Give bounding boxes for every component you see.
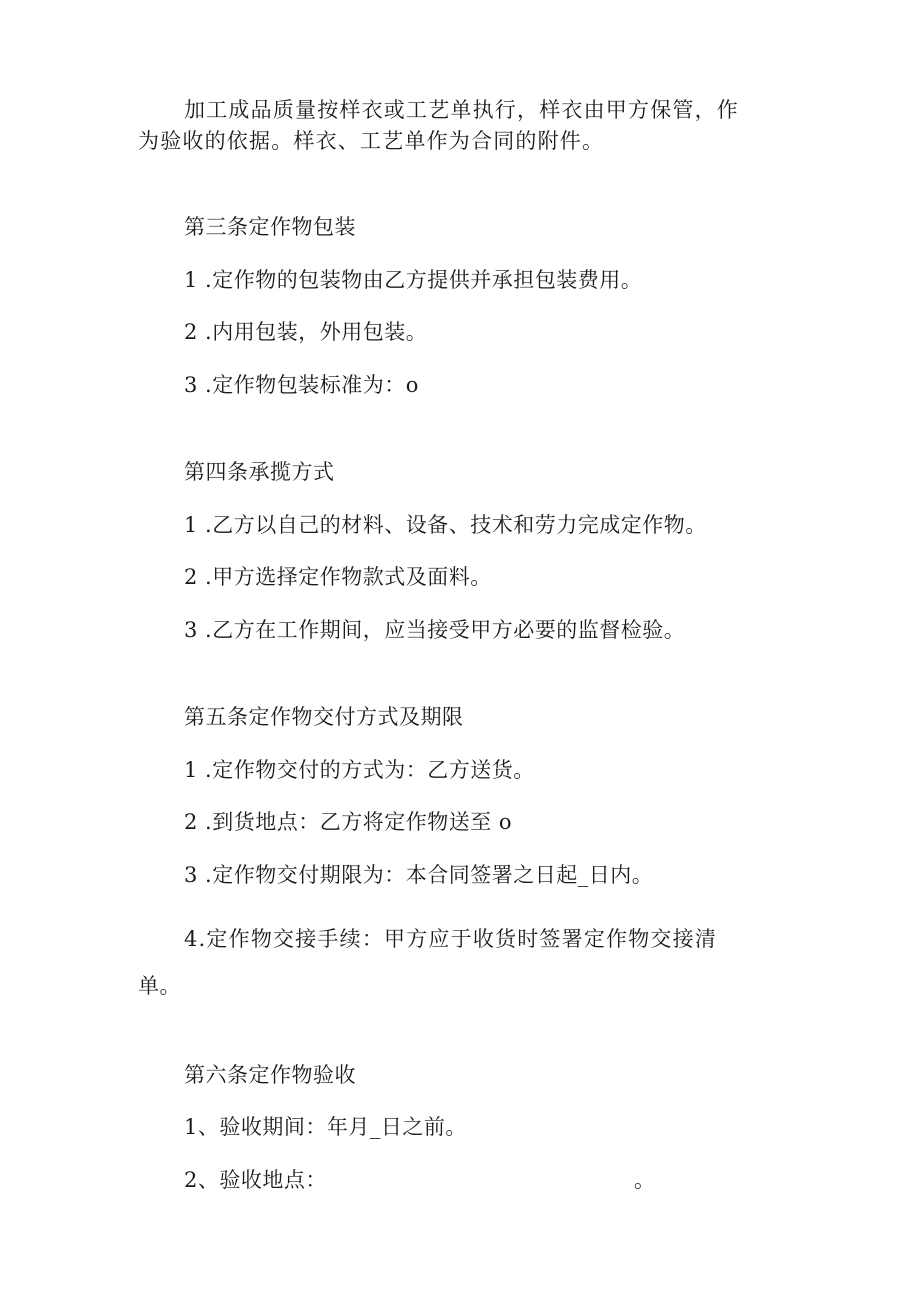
article-3-title: 第三条定作物包装: [184, 215, 356, 239]
article-4-item-1: 1 .乙方以自己的材料、设备、技术和劳力完成定作物。: [184, 513, 707, 537]
intro-line-2: 为验收的依据。样衣、工艺单作为合同的附件。: [138, 129, 605, 153]
article-5-item-4-line-2: 单。: [138, 974, 181, 998]
article-3-item-1: 1 .定作物的包装物由乙方提供并承担包装费用。: [184, 268, 643, 292]
article-4-item-2: 2 .甲方选择定作物款式及面料。: [184, 565, 492, 589]
article-6-title: 第六条定作物验收: [184, 1063, 356, 1087]
article-3-item-2: 2 .内用包装，外用包装。: [184, 320, 428, 344]
article-5-item-1: 1 .定作物交付的方式为：乙方送货。: [184, 758, 535, 782]
article-4-title: 第四条承揽方式: [184, 460, 335, 484]
article-3-item-3: 3 .定作物包装标准为：o: [184, 373, 419, 397]
article-5-item-2: 2 .到货地点：乙方将定作物送至 o: [184, 810, 513, 834]
article-5-item-4-line-1: 4.定作物交接手续：甲方应于收货时签署定作物交接清: [184, 927, 718, 951]
article-5-title: 第五条定作物交付方式及期限: [184, 705, 464, 729]
article-6-item-2: 2、验收地点：: [184, 1168, 327, 1192]
article-6-item-1: 1、验收期间：年月_日之前。: [184, 1115, 467, 1139]
article-5-item-3: 3 .定作物交付期限为：本合同签署之日起_日内。: [184, 863, 654, 887]
intro-line-1: 加工成品质量按样衣或工艺单执行，样衣由甲方保管，作: [184, 98, 739, 122]
article-6-trailing-mark: 。: [634, 1168, 656, 1192]
article-4-item-3: 3 .乙方在工作期间，应当接受甲方必要的监督检验。: [184, 618, 686, 642]
